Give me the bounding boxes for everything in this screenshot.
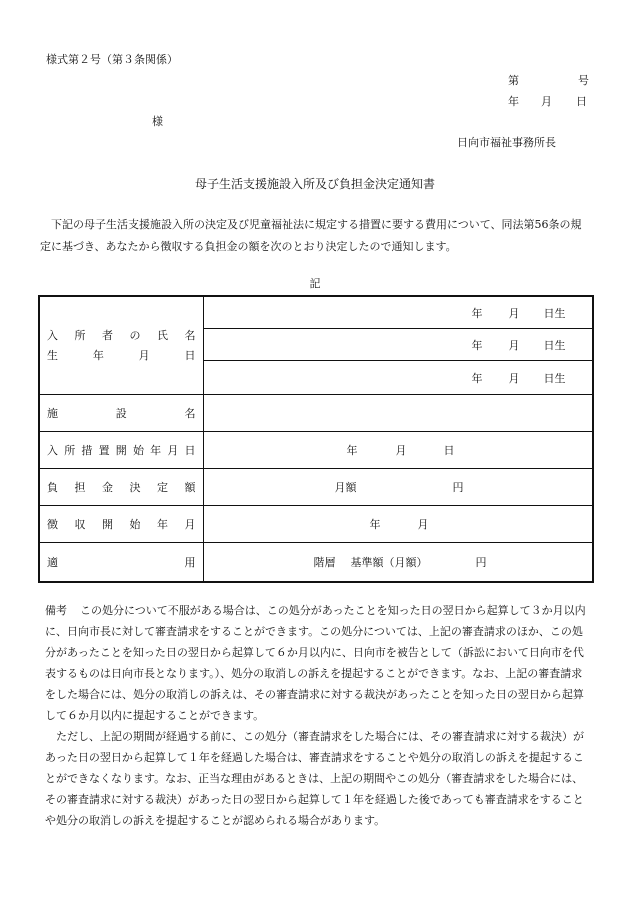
body-paragraph <box>40 214 592 258</box>
facility-label <box>40 405 203 421</box>
label-char: 措 <box>81 444 93 457</box>
label-char: 開 <box>115 444 127 457</box>
label-char: 生 <box>47 348 58 362</box>
label-char: 始 <box>132 444 144 457</box>
apply-yen: 円 <box>475 556 487 569</box>
label-char: 所 <box>64 444 76 457</box>
label-char: 日 <box>184 348 196 362</box>
document-number-label: 第 <box>508 74 519 87</box>
label-char: の <box>129 328 141 342</box>
remarks-text-1: この処分について不服がある場合は、この処分があったことを知った日の翌日から起算して３か月以内に、日向市長に対して審査請求をすることができます。この処分については、上記の審査請求のほか、この処分があったことを知った日の翌日から起算して６か月以内に、日向市を被告として（訴訟において日向市を代表するものは日向市長となります。）、処分の取消しの訴えを提起することができます。なお、上記の審査請求をした場合には、処分の取消しの訴えは、その審査請求に対する裁決があったことを知った日の翌日から起算して６か月以内に提起することができます。 <box>45 604 586 722</box>
name-label <box>40 326 203 346</box>
remarks-paragraph-1 <box>45 600 593 726</box>
remarks-paragraph-2 <box>45 726 593 831</box>
label-char: 年 <box>157 518 168 531</box>
apply-label-cell <box>39 543 203 583</box>
start-date-value <box>203 432 593 469</box>
collect-value <box>203 506 593 543</box>
start-date-label <box>40 442 203 458</box>
label-char: 名 <box>184 407 196 420</box>
burden-value <box>203 469 593 506</box>
person-row-2 <box>203 329 593 361</box>
label-char: 入 <box>47 328 58 342</box>
label-char: 置 <box>98 444 110 457</box>
label-char: 負 <box>47 481 58 494</box>
birth-day: 日生 <box>543 338 566 352</box>
issue-date-day: 日 <box>576 95 587 108</box>
recipient-honorific: 様 <box>152 115 163 128</box>
label-char: 設 <box>115 407 127 420</box>
birth-day: 日生 <box>543 371 566 385</box>
apply-base: 基準額（月額） <box>350 556 428 569</box>
start-date-label-cell <box>39 432 203 469</box>
ki-heading: 記 <box>309 277 321 290</box>
label-char: 開 <box>102 518 113 531</box>
person-row-3 <box>203 361 593 395</box>
apply-value <box>203 543 593 583</box>
collect-label-cell <box>39 506 203 543</box>
birth-month: 月 <box>508 306 520 320</box>
label-char: 決 <box>129 481 141 494</box>
birth-year: 年 <box>471 306 483 320</box>
start-month: 月 <box>395 444 407 457</box>
label-char: 始 <box>129 518 141 531</box>
label-char: 月 <box>167 444 179 457</box>
body-text: 下記の母子生活支援施設入所の決定及び児童福祉法に規定する措置に要する費用について、同法第56条の規定に基づき、あなたから徴収する負担金の額を次のとおり決定したので通知します。 <box>40 218 582 253</box>
label-char: 月 <box>138 348 150 362</box>
label-char: 額 <box>184 481 196 494</box>
label-char: 施 <box>47 407 58 420</box>
name-birthdate-label-cell <box>39 296 203 395</box>
label-char: 金 <box>102 481 113 494</box>
details-table <box>38 295 594 583</box>
burden-yen: 円 <box>452 481 464 494</box>
issuer-name: 日向市福祉事務所長 <box>457 136 556 149</box>
facility-value <box>203 395 593 432</box>
label-char: 名 <box>184 328 196 342</box>
remarks-label: 備考 <box>45 604 67 617</box>
birth-month: 月 <box>508 338 520 352</box>
label-char: 徴 <box>47 518 58 531</box>
label-char: 氏 <box>157 328 168 342</box>
remarks-text-2: ただし、上記の期間が経過する前に、この処分（審査請求をした場合には、その審査請求に対する裁決）があった日の翌日から起算して１年を経過した場合は、審査請求をすることや処分の取消しの訴えを提起することができなくなります。なお、正当な理由があるときは、上記の期間やこの処分（審査請求をした場合には、その審査請求に対する裁決）があった日の翌日から起算して１年を経過した後であっても審査請求をすることや処分の取消しの訴えを提起することが認められる場合があります。 <box>45 730 584 827</box>
label-char: 担 <box>74 481 86 494</box>
start-year: 年 <box>346 444 358 457</box>
label-char: 年 <box>92 348 104 362</box>
burden-label <box>40 479 203 495</box>
label-char: 年 <box>150 444 162 457</box>
label-char: 月 <box>184 518 196 531</box>
label-char: 適 <box>47 556 58 569</box>
collect-label <box>40 516 203 532</box>
form-number: 様式第２号（第３条関係） <box>46 53 178 66</box>
birthdate-label <box>40 346 203 366</box>
document-number-unit: 号 <box>578 74 589 87</box>
burden-monthly: 月額 <box>334 481 357 494</box>
collect-year: 年 <box>369 518 381 531</box>
birth-year: 年 <box>471 338 483 352</box>
label-char: 者 <box>102 328 113 342</box>
remarks-section <box>45 600 593 831</box>
label-char: 日 <box>184 444 196 457</box>
label-char: 所 <box>74 328 86 342</box>
start-day: 日 <box>443 444 455 457</box>
issue-date-month: 月 <box>541 95 552 108</box>
label-char: 入 <box>47 444 58 457</box>
apply-tier: 階層 <box>313 556 336 569</box>
person-row-1 <box>203 296 593 329</box>
burden-label-cell <box>39 469 203 506</box>
birth-year: 年 <box>471 371 483 385</box>
label-char: 用 <box>184 556 196 569</box>
facility-label-cell <box>39 395 203 432</box>
collect-month: 月 <box>417 518 429 531</box>
label-char: 収 <box>74 518 86 531</box>
issue-date-year: 年 <box>508 95 519 108</box>
birth-day: 日生 <box>543 306 566 320</box>
apply-label <box>40 554 203 570</box>
label-char: 定 <box>157 481 168 494</box>
birth-month: 月 <box>508 371 520 385</box>
document-title: 母子生活支援施設入所及び負担金決定通知書 <box>194 177 435 191</box>
